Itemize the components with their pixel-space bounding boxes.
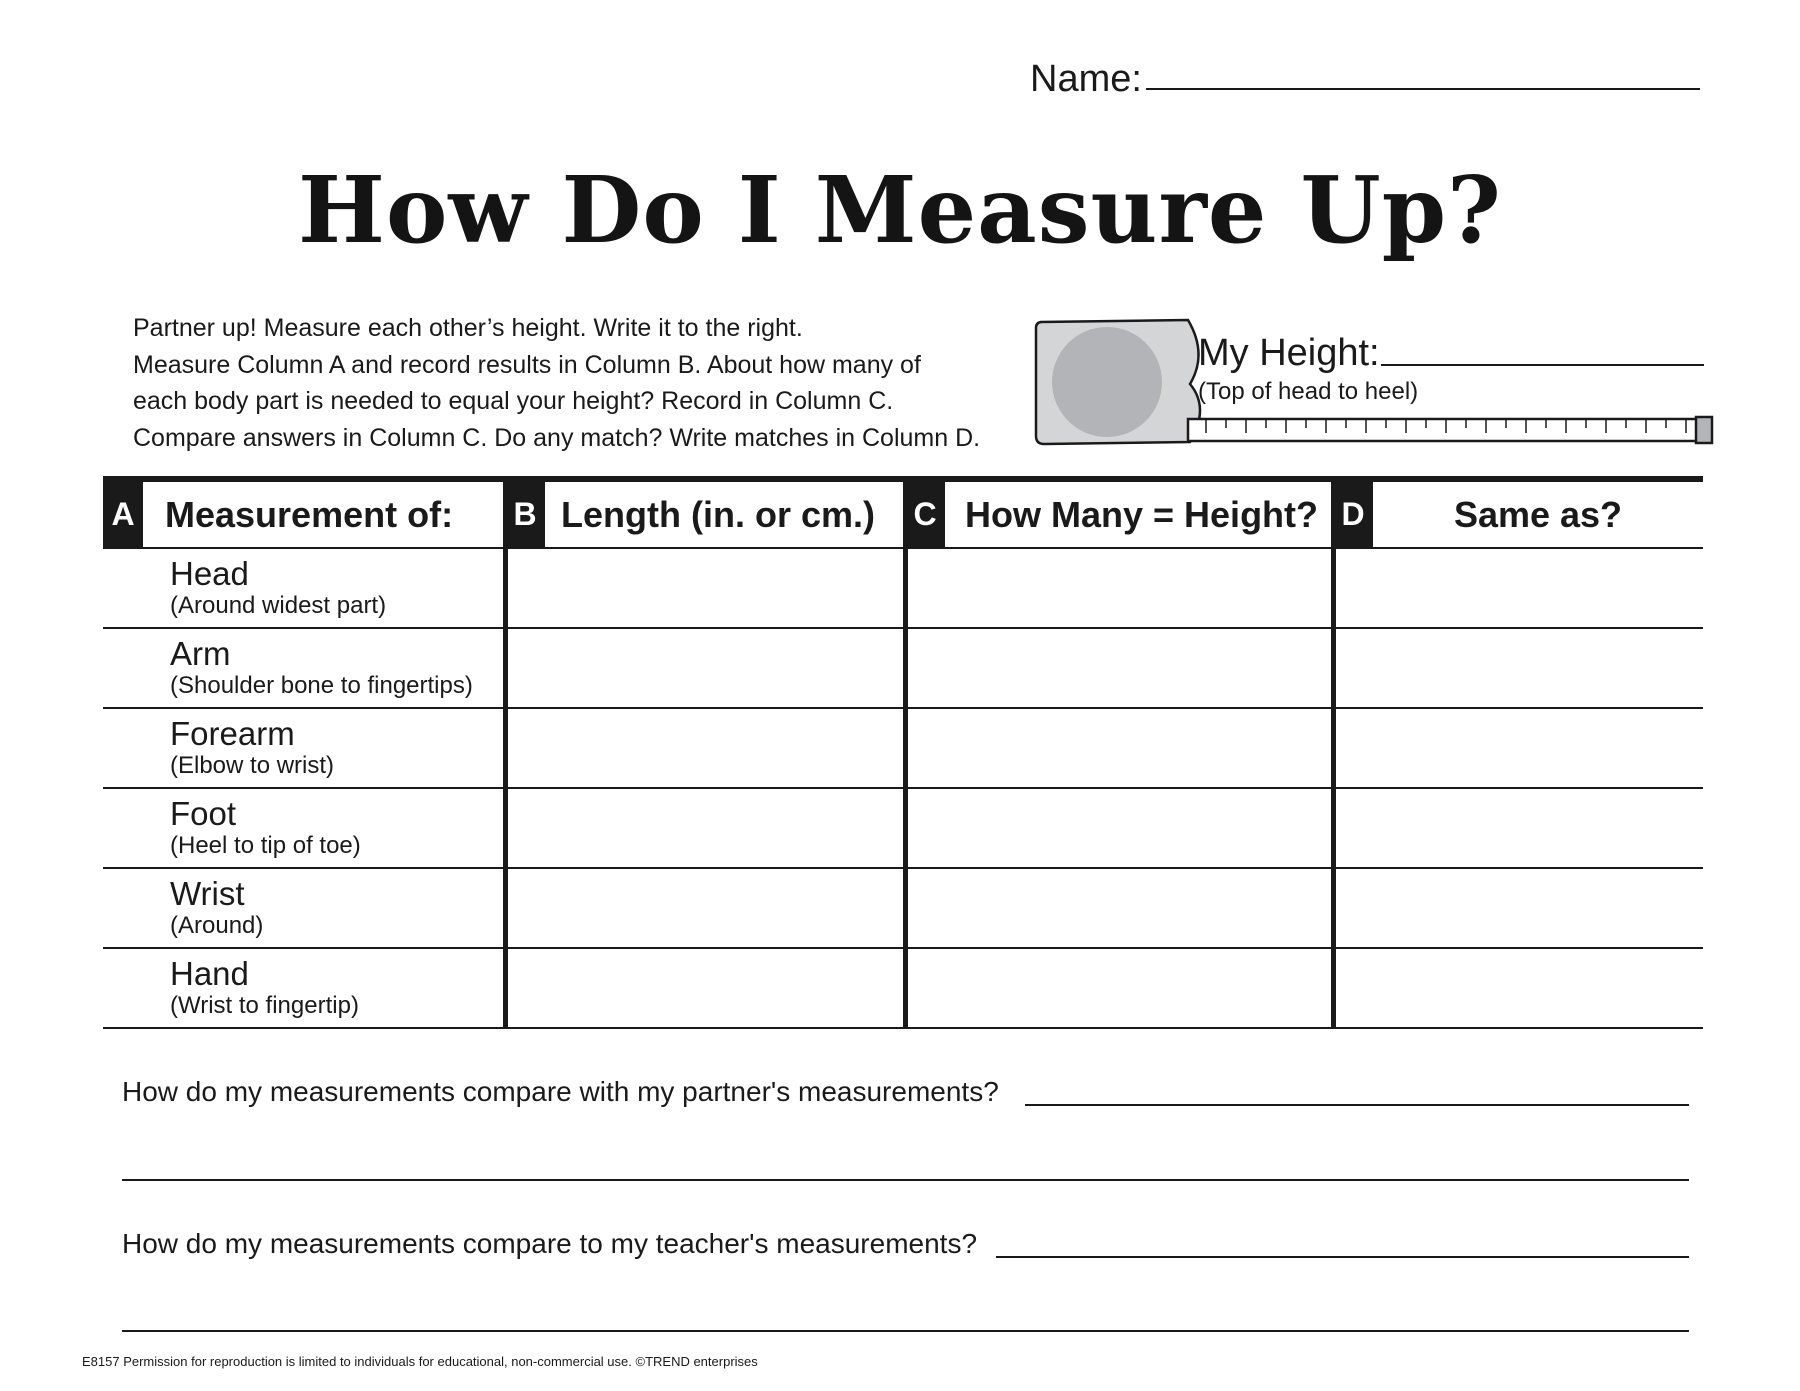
row-part-name: Head <box>170 555 249 592</box>
partner-answer-line-1[interactable] <box>1025 1104 1689 1106</box>
row-part-name: Hand <box>170 955 249 992</box>
my-height-sublabel: (Top of head to heel) <box>1198 378 1419 405</box>
table-row <box>170 796 550 860</box>
column-c-letter: C <box>905 482 945 547</box>
instruction-line: Compare answers in Column C. Do any match? Write matches in Column D. <box>133 423 981 452</box>
table-row <box>170 636 550 700</box>
instruction-line: Partner up! Measure each other’s height. Write it to the right. <box>133 314 803 342</box>
teacher-question: How do my measurements compare to my teacher's measurements? <box>122 1228 978 1259</box>
row-part-description: (Wrist to fingertip) <box>170 992 359 1019</box>
teacher-answer-line-1[interactable] <box>996 1256 1689 1258</box>
row-part-description: (Around) <box>170 912 264 939</box>
row-divider <box>103 627 1703 629</box>
row-part-description: (Elbow to wrist) <box>170 752 335 779</box>
name-label: Name: <box>1030 58 1142 100</box>
column-b-header: Length (in. or cm.) <box>561 494 875 535</box>
instructions <box>133 310 1033 456</box>
table-row <box>170 876 550 940</box>
row-divider <box>103 707 1703 709</box>
my-height-label: My Height: <box>1198 332 1380 374</box>
table-row <box>170 556 550 620</box>
instruction-line: each body part is needed to equal your height? Record in Column C. <box>133 387 894 415</box>
measurement-table <box>103 476 1703 1029</box>
tape-end-tab <box>1696 417 1712 443</box>
row-part-description: (Shoulder bone to fingertips) <box>170 672 473 699</box>
row-divider <box>103 867 1703 869</box>
row-divider <box>103 547 1703 549</box>
row-part-name: Forearm <box>170 715 295 752</box>
row-part-name: Arm <box>170 635 231 672</box>
row-divider <box>103 947 1703 949</box>
column-a-letter: A <box>103 482 143 547</box>
teacher-answer-line-2[interactable] <box>122 1330 1689 1332</box>
name-input-line[interactable] <box>1146 88 1700 90</box>
instruction-line: Measure Column A and record results in Column B. About how many of <box>133 350 921 379</box>
column-a-header: Measurement of: <box>165 494 454 535</box>
tape-case-circle <box>1052 327 1162 437</box>
table-row <box>170 716 550 780</box>
row-part-description: (Around widest part) <box>170 592 387 619</box>
row-part-name: Wrist <box>170 875 245 912</box>
page-title: How Do I Measure Up? <box>298 156 1502 264</box>
partner-answer-line-2[interactable] <box>122 1179 1689 1181</box>
partner-question: How do my measurements compare with my partner's measurements? <box>122 1076 999 1107</box>
table-row <box>170 956 550 1020</box>
column-d-header: Same as? <box>1453 494 1623 535</box>
column-d-letter: D <box>1333 482 1373 547</box>
column-c-header: How Many = Height? <box>965 494 1319 535</box>
row-part-name: Foot <box>170 795 237 832</box>
row-part-description: (Heel to tip of toe) <box>170 832 361 859</box>
column-b-letter: B <box>505 482 545 547</box>
row-divider <box>103 1027 1703 1029</box>
copyright-footer: E8157 Permission for reproduction is limited to individuals for educational, non-commercial use. ©TREND enterprises <box>82 1354 758 1369</box>
my-height-input-line[interactable] <box>1381 364 1704 366</box>
row-divider <box>103 787 1703 789</box>
